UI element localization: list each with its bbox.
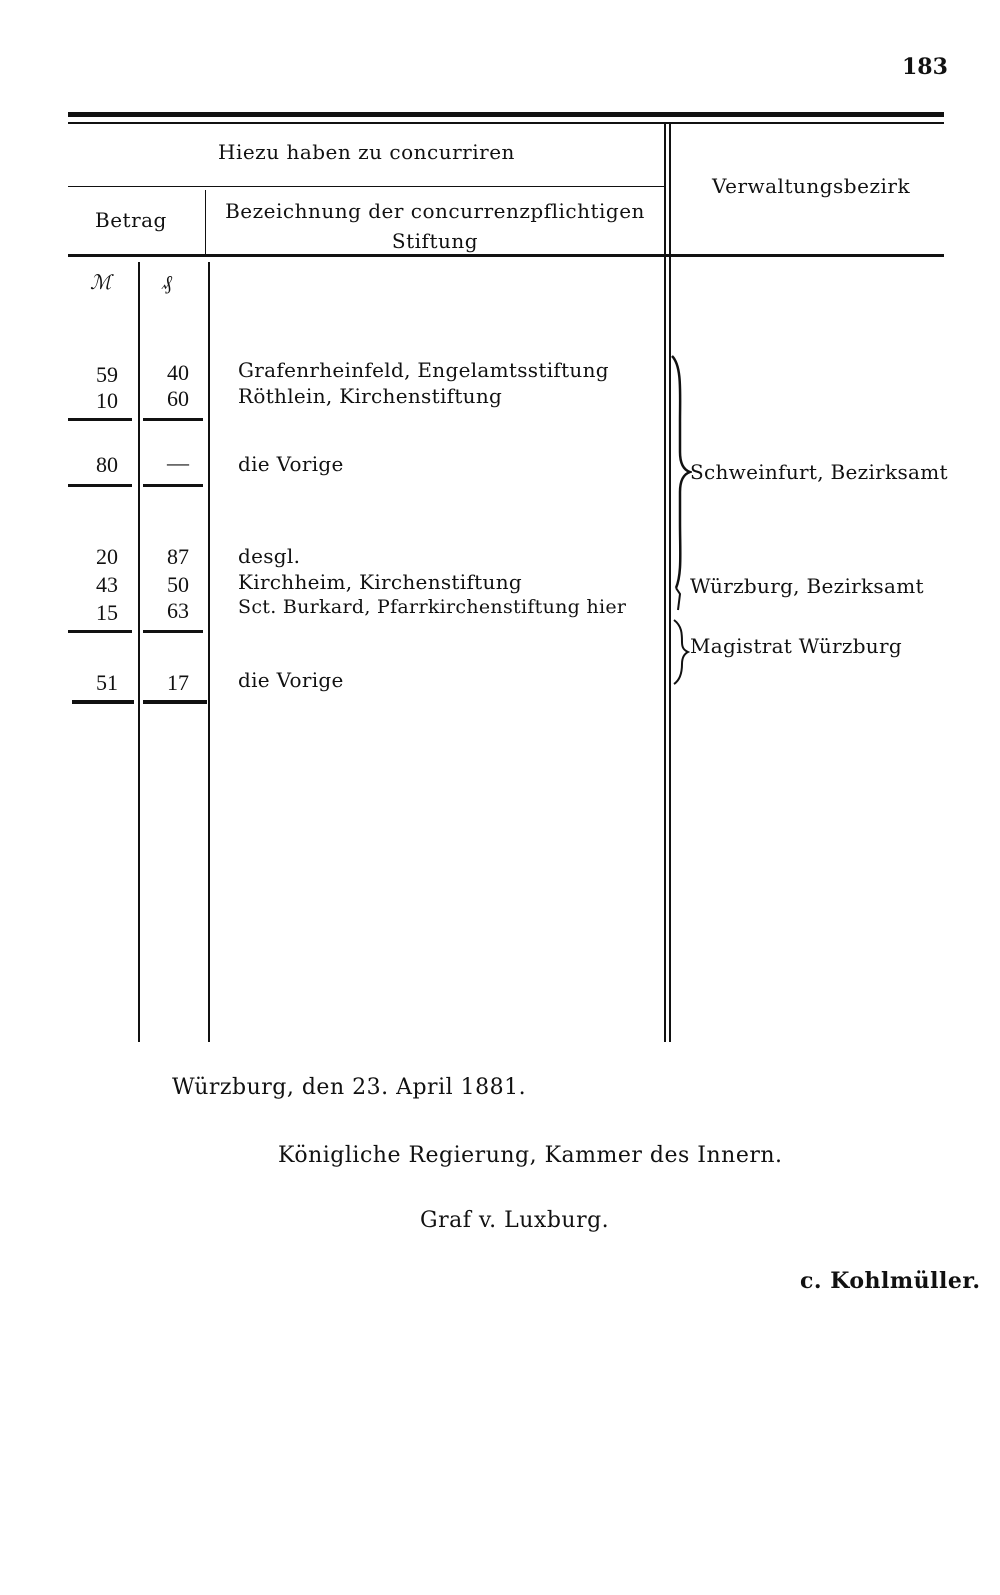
- cell-designation: Grafenrheinfeld, Engelamtsstiftung: [238, 358, 609, 382]
- unit-mark-label: ℳ: [90, 270, 112, 294]
- cell-pf: 63: [167, 598, 189, 623]
- cell-pf: 17: [167, 670, 189, 695]
- cell-designation: Röthlein, Kirchenstiftung: [238, 384, 503, 408]
- cell-pf: 87: [167, 544, 189, 569]
- header-bottom-rule: [68, 254, 944, 257]
- header-group-rule: [68, 186, 664, 187]
- total-rule: [68, 484, 132, 487]
- subtotal-rule: [68, 418, 132, 421]
- cell-mark: 10: [96, 388, 118, 413]
- cell-mark: 15: [96, 600, 118, 625]
- col-header-amount: Betrag: [95, 208, 167, 232]
- unit-pf-label: ₰: [162, 270, 172, 294]
- top-rule: [68, 112, 944, 117]
- subtotal-rule: [143, 418, 203, 421]
- subtotal-rule: [143, 630, 203, 633]
- district-label: Schweinfurt, Bezirksamt: [690, 460, 948, 484]
- cell-designation: die Vorige: [238, 452, 344, 476]
- top-rule-thin: [68, 122, 944, 124]
- cell-designation: desgl.: [238, 544, 301, 568]
- vrule-mark-pf: [138, 262, 140, 1042]
- countersign: c. Kohlmüller.: [800, 1268, 981, 1294]
- header-group-label: Hiezu haben zu concurriren: [218, 140, 515, 164]
- signatory: Graf v. Luxburg.: [420, 1208, 610, 1233]
- cell-mark: 20: [96, 544, 118, 569]
- cell-designation: Kirchheim, Kirchenstiftung: [238, 570, 522, 594]
- cell-mark: 80: [96, 452, 118, 477]
- cell-pf: 60: [167, 386, 189, 411]
- place-date: Würzburg, den 23. April 1881.: [172, 1075, 527, 1100]
- subtotal-rule: [68, 630, 132, 633]
- cell-mark: 59: [96, 362, 118, 387]
- cell-pf: 50: [167, 572, 189, 597]
- vrule-district-1: [664, 124, 666, 1042]
- vrule-header-amount: [205, 190, 206, 254]
- vrule-pf-text: [208, 262, 210, 1042]
- col-header-district: Verwaltungsbezirk: [712, 174, 911, 198]
- total-rule: [143, 700, 207, 704]
- cell-mark: 51: [96, 670, 118, 695]
- cell-pf: 40: [167, 360, 189, 385]
- cell-designation: die Vorige: [238, 668, 344, 692]
- cell-mark: 43: [96, 572, 118, 597]
- district-label: Magistrat Würzburg: [690, 634, 902, 658]
- total-rule: [72, 700, 134, 704]
- page-number: 183: [902, 54, 948, 80]
- total-rule: [143, 484, 203, 487]
- cell-pf: —: [167, 450, 189, 475]
- authority: Königliche Regierung, Kammer des Innern.: [278, 1143, 783, 1168]
- col-header-designation: Bezeichnung der concurrenzpflichtigen Stiftung: [225, 199, 645, 253]
- district-label: Würzburg, Bezirksamt: [690, 574, 924, 598]
- cell-designation: Sct. Burkard, Pfarrkirchenstiftung hier: [238, 596, 627, 618]
- brace-icon: [670, 352, 692, 686]
